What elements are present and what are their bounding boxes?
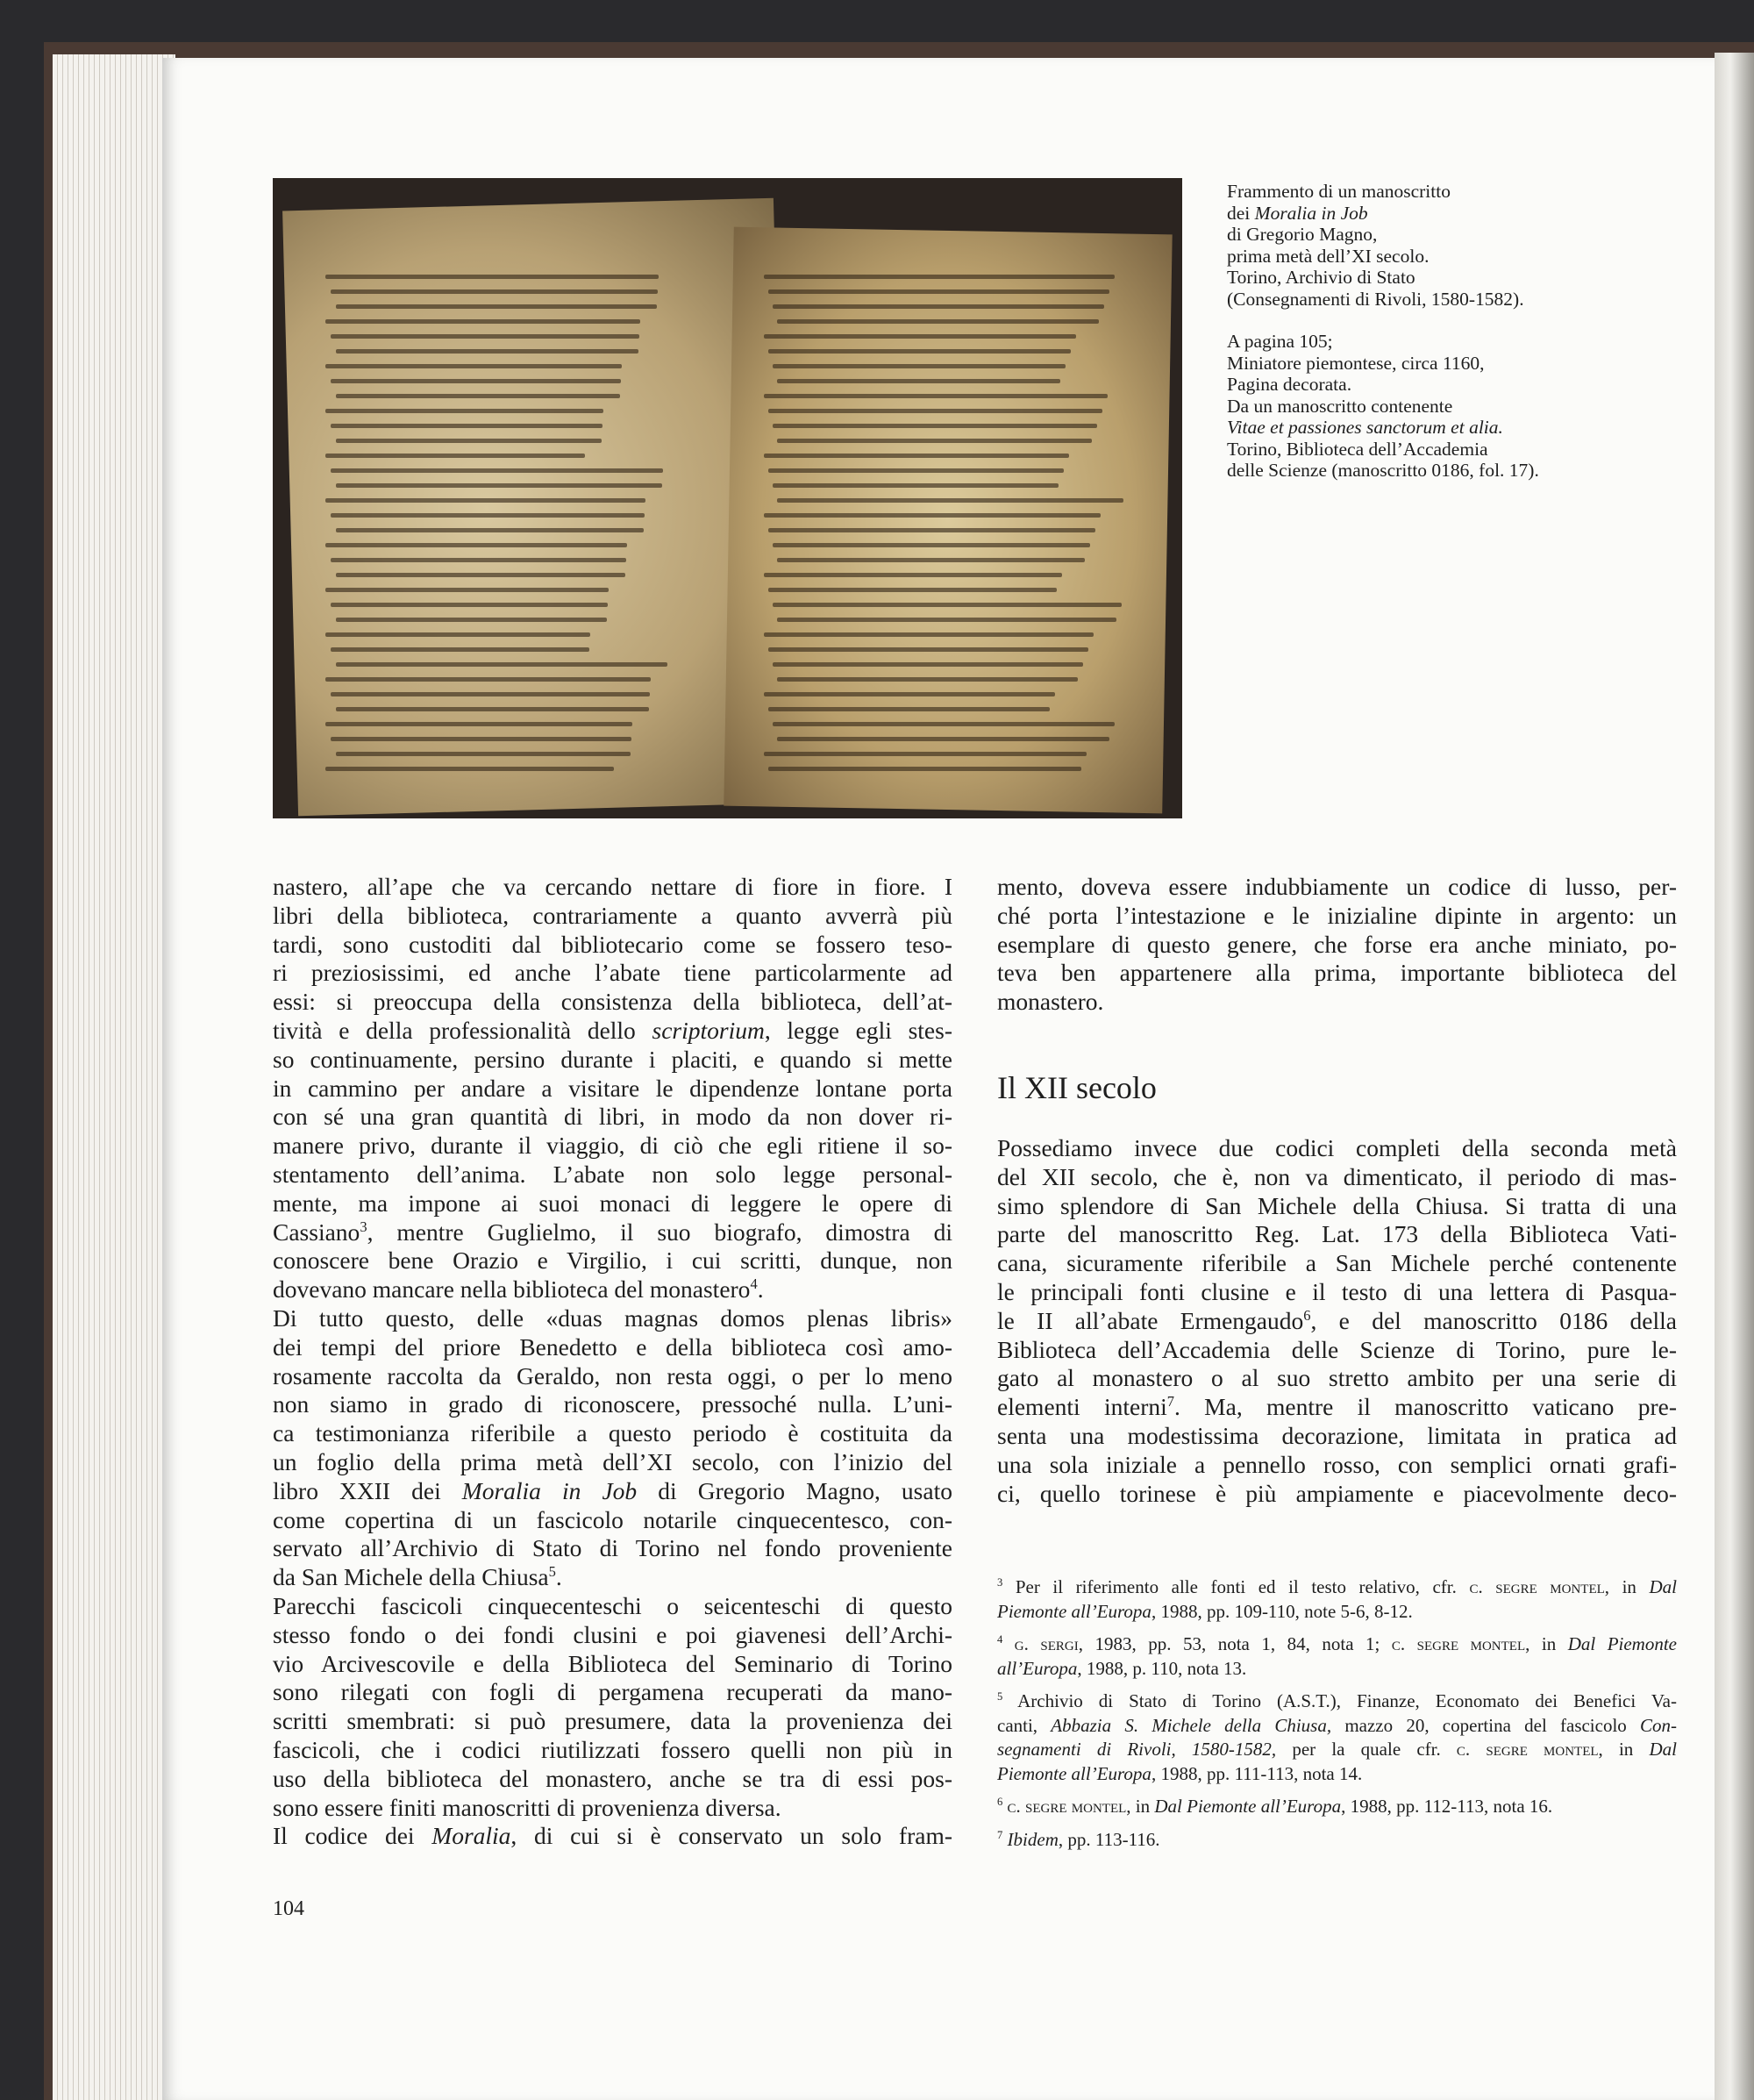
manuscript-script-line: [764, 454, 1069, 458]
manuscript-script-line: [331, 424, 602, 428]
text-line: [997, 988, 1677, 1017]
text-run: Dal Piemonte all’Europa: [1154, 1796, 1342, 1817]
manuscript-script-line: [331, 603, 608, 607]
text-line: [997, 1451, 1677, 1480]
manuscript-script-line: [768, 468, 1064, 473]
text-run: scriptorium: [652, 1016, 765, 1044]
caption-line: [1227, 396, 1630, 418]
text-line: [997, 1163, 1677, 1192]
text-line: [273, 902, 952, 931]
text-run: senta una modestissima decorazione, limitata in pratica ad: [997, 1421, 1677, 1449]
manuscript-script-line: [773, 483, 1059, 488]
manuscript-script-line: [764, 573, 1062, 577]
footnote: [997, 1632, 1677, 1681]
text-line: [273, 1650, 952, 1679]
text-run: ca testimonianza riferibile a questo periodo è costituita da: [273, 1419, 952, 1447]
footnote-ref[interactable]: 5: [997, 1690, 1003, 1703]
text-run: . Ma, mentre il manoscritto vaticano pre-: [1174, 1393, 1677, 1421]
text-run: parte del manoscritto Reg. Lat. 173 della Biblioteca Vati-: [997, 1220, 1677, 1248]
manuscript-script-line: [331, 379, 621, 383]
footnote-ref[interactable]: 3: [360, 1218, 367, 1235]
footnote-ref[interactable]: 7: [1166, 1393, 1174, 1411]
text-line: [273, 1621, 952, 1650]
text-run: , pp. 113-116.: [1058, 1828, 1160, 1850]
section-heading: Il XII secolo: [997, 1070, 1157, 1105]
manuscript-script-line: [768, 528, 1095, 532]
text-line: [273, 1592, 952, 1621]
text-run: Possediamo invece due codici completi della seconda metà: [997, 1134, 1677, 1161]
text-run: elementi interni: [997, 1393, 1167, 1421]
manuscript-script-line: [325, 543, 627, 547]
caption-line: [1227, 289, 1630, 311]
text-run: Con-: [1640, 1714, 1678, 1736]
text-run: Per il riferimento alle fonti ed il testo relativo, cfr.: [1002, 1576, 1470, 1597]
text-line: [273, 1075, 952, 1104]
text-run: una sola iniziale a pennello rosso, con semplici ornati grafi-: [997, 1450, 1677, 1478]
text-line: [997, 873, 1677, 902]
text-line: [273, 1046, 952, 1075]
footnote: [997, 1828, 1677, 1853]
manuscript-script-line: [336, 394, 620, 398]
manuscript-script-line: [336, 528, 644, 532]
right-text-column-top: [997, 873, 1677, 1017]
manuscript-script-line: [768, 647, 1088, 652]
text-run: Il codice dei: [273, 1822, 432, 1850]
manuscript-script-line: [777, 737, 1109, 741]
caption-line: [1227, 439, 1630, 461]
text-run: in cammino per andare a visitare le dipendenze lontane porta: [273, 1074, 952, 1102]
footnote-ref[interactable]: 7: [997, 1828, 1003, 1841]
text-run: Moralia: [431, 1822, 511, 1850]
text-run: Dal Piemonte: [1567, 1633, 1678, 1654]
footnote: [997, 1689, 1677, 1786]
text-run: teva ben appartenere alla prima, importante biblioteca del: [997, 959, 1677, 987]
text-run: Dal: [1649, 1576, 1677, 1597]
text-run: stentamento dell’anima. L’abate non solo legge personal-: [273, 1160, 952, 1188]
text-run: , in: [1604, 1576, 1650, 1597]
text-run: sono rilegati con fogli di pergamena recuperati da mano-: [273, 1678, 952, 1706]
text-line: [273, 1736, 952, 1765]
text-run: , 1988, pp. 112-113, nota 16.: [1341, 1796, 1553, 1817]
text-run: g. sergi: [1014, 1633, 1079, 1654]
text-line: [273, 1103, 952, 1132]
text-line: [997, 1336, 1677, 1365]
manuscript-script-line: [777, 558, 1085, 562]
manuscript-script-line: [325, 364, 622, 368]
manuscript-script-line: [773, 722, 1115, 726]
manuscript-script-line: [777, 618, 1116, 622]
text-line: [273, 1765, 952, 1794]
text-run: stesso fondo o dei fondi clusini e poi giavenesi dell’Archi-: [273, 1620, 952, 1648]
text-run: dei: [1227, 202, 1255, 224]
text-run: , in: [1598, 1739, 1650, 1760]
manuscript-script-line: [764, 334, 1076, 339]
figure-caption: [1227, 181, 1630, 482]
manuscript-script-line: [325, 767, 614, 771]
manuscript-script-line: [768, 289, 1109, 294]
book-gutter: [1715, 53, 1754, 2100]
text-run: .: [757, 1275, 764, 1304]
text-line: [273, 1132, 952, 1161]
text-line: [273, 1161, 952, 1189]
manuscript-script-line: [777, 319, 1099, 324]
text-run: , 1988, pp. 109-110, note 5-6, 8-12.: [1151, 1600, 1413, 1622]
text-run: prima metà dell’XI secolo.: [1227, 245, 1430, 267]
text-run: come copertina di un fascicolo notarile cinquecentesco, con-: [273, 1505, 952, 1533]
text-line: [273, 1477, 952, 1506]
text-run: dei tempi del priore Benedetto e della biblioteca così amo-: [273, 1332, 952, 1361]
manuscript-script-line: [331, 334, 639, 339]
text-run: ri preziosissimi, ed anche l’abate tiene particolarmente ad: [273, 959, 952, 987]
manuscript-script-line: [336, 439, 602, 443]
text-run: esemplare di questo genere, che forse era anche miniato, po-: [997, 930, 1677, 958]
manuscript-script-line: [325, 588, 609, 592]
text-run: mente, ma impone ai suoi monaci di leggere le opere di: [273, 1189, 952, 1217]
manuscript-script-line: [773, 364, 1066, 368]
footnote: [997, 1575, 1677, 1624]
manuscript-script-line: [773, 304, 1104, 309]
text-run: canti,: [997, 1714, 1052, 1736]
text-run: , 1988, p. 110, nota 13.: [1077, 1657, 1247, 1679]
text-run: sono essere finiti manoscritti di provenienza diversa.: [273, 1793, 781, 1821]
text-run: da San Michele della Chiusa: [273, 1563, 549, 1591]
text-run: , e del manoscritto 0186 della: [1310, 1306, 1677, 1334]
caption-line: [1227, 246, 1630, 268]
text-line: [997, 1795, 1677, 1819]
text-run: Moralia in Job: [461, 1476, 638, 1504]
manuscript-script-line: [768, 349, 1071, 354]
manuscript-script-line: [336, 304, 657, 309]
text-run: Frammento di un manoscritto: [1227, 181, 1451, 202]
text-run: manere privo, durante il viaggio, di ciò che egli ritiene il so-: [273, 1132, 952, 1160]
text-run: Torino, Biblioteca dell’Accademia: [1227, 438, 1488, 460]
text-run: Moralia in Job: [1254, 202, 1368, 224]
manuscript-script-line: [325, 632, 590, 637]
text-run: tardi, sono custoditi dal bibliotecario come se fossero teso-: [273, 930, 952, 958]
manuscript-script-line: [331, 558, 626, 562]
text-run: Piemonte all’Europa: [997, 1600, 1152, 1622]
text-run: c. segre montel: [1456, 1739, 1599, 1760]
manuscript-fragment-photo: [273, 178, 1182, 818]
text-run: Dal: [1649, 1739, 1677, 1760]
caption-line: [1227, 374, 1630, 396]
text-run: per la quale cfr.: [1276, 1739, 1457, 1760]
manuscript-script-line: [336, 618, 607, 622]
text-line: [997, 1249, 1677, 1278]
text-run: , 1983, pp. 53, nota 1, 84, nota 1;: [1078, 1633, 1392, 1654]
text-run: Biblioteca dell’Accademia delle Scienze di Torino, pure le-: [997, 1335, 1677, 1363]
text-line: [273, 988, 952, 1017]
text-line: [997, 1422, 1677, 1451]
caption-line: [1227, 224, 1630, 246]
manuscript-script-line: [764, 394, 1108, 398]
text-run: con sé una gran quantità di libri, in modo da non dover ri-: [273, 1103, 952, 1131]
manuscript-script-line: [764, 752, 1087, 756]
text-line: [997, 1575, 1677, 1600]
text-line: [997, 1364, 1677, 1393]
text-run: di Gregorio Magno, usato: [637, 1476, 952, 1504]
text-line: [273, 1534, 952, 1563]
manuscript-script-line: [764, 692, 1055, 696]
manuscript-script-line: [336, 707, 649, 711]
text-run: monastero.: [997, 988, 1104, 1016]
text-line: [273, 1304, 952, 1333]
manuscript-script-line: [764, 513, 1101, 518]
manuscript-script-line: [331, 513, 645, 518]
text-line: [273, 959, 952, 988]
text-line: [997, 1657, 1677, 1682]
text-run: A pagina 105;: [1227, 331, 1333, 352]
text-run: Parecchi fascicoli cinquecenteschi o seicenteschi di questo: [273, 1591, 952, 1619]
manuscript-script-line: [325, 275, 659, 279]
manuscript-script-line: [325, 677, 651, 682]
manuscript-script-line: [336, 483, 662, 488]
text-line: [997, 931, 1677, 960]
caption-line: [1227, 203, 1630, 225]
text-line: [997, 1714, 1677, 1739]
text-line: [997, 959, 1677, 988]
manuscript-script-line: [777, 498, 1123, 503]
manuscript-script-line: [773, 543, 1090, 547]
text-run: delle Scienze (manoscritto 0186, fol. 17).: [1227, 460, 1539, 481]
manuscript-script-line: [777, 379, 1060, 383]
text-line: [273, 1246, 952, 1275]
page-number: 104: [273, 1897, 304, 1920]
text-run: mento, doveva essere indubbiamente un codice di lusso, per-: [997, 873, 1677, 900]
manuscript-script-line: [768, 409, 1102, 413]
caption-line: [1227, 460, 1630, 482]
text-line: [997, 1278, 1677, 1307]
text-run: le II all’abate Ermengaudo: [997, 1306, 1304, 1334]
manuscript-script-line: [331, 468, 663, 473]
text-run: scritti smembrati: si può presumere, data la provenienza dei: [273, 1707, 952, 1735]
footnote-ref[interactable]: 5: [548, 1562, 556, 1580]
text-line: [997, 1738, 1677, 1762]
text-run: Pagina decorata.: [1227, 374, 1352, 395]
text-run: le principali fonti clusine e il testo di una lettera di Pasqua-: [997, 1277, 1677, 1305]
text-line: [273, 1678, 952, 1707]
text-run: c. segre montel: [1469, 1576, 1605, 1597]
manuscript-script-line: [773, 424, 1097, 428]
text-run: , mentre Guglielmo, il suo biografo, dimostra di: [367, 1218, 952, 1246]
manuscript-script-line: [777, 439, 1092, 443]
text-run: (Consegnamenti di Rivoli, 1580-1582).: [1227, 288, 1524, 310]
text-line: [997, 1762, 1677, 1787]
text-line: [997, 1600, 1677, 1625]
text-line: [273, 1419, 952, 1448]
manuscript-script-line: [325, 319, 640, 324]
text-line: [997, 1220, 1677, 1249]
text-line: [273, 1822, 952, 1851]
text-run: ci, quello torinese è più ampiamente e piacevolmente deco-: [997, 1479, 1677, 1507]
text-run: del XII secolo, che è, non va dimenticato, il periodo di mas-: [997, 1162, 1677, 1190]
text-run: essi: si preoccupa della consistenza della biblioteca, dell’at-: [273, 988, 952, 1016]
page-edges: [53, 54, 175, 2100]
footnote: [997, 1795, 1677, 1819]
text-run: Vitae et passiones sanctorum et alia.: [1227, 417, 1503, 438]
text-line: [273, 1362, 952, 1391]
text-line: [273, 1794, 952, 1823]
manuscript-script-line: [764, 275, 1115, 279]
manuscript-script-line: [331, 737, 631, 741]
caption-line: [1227, 331, 1630, 353]
manuscript-script-line: [325, 454, 585, 458]
manuscript-script-line: [331, 692, 650, 696]
footnote-ref[interactable]: 6: [997, 1796, 1003, 1808]
text-run: segnamenti di Rivoli, 1580-1582,: [997, 1739, 1277, 1760]
caption-page-105: [1227, 331, 1630, 482]
manuscript-script-line: [325, 498, 645, 503]
text-line: [997, 1632, 1677, 1657]
text-line: [997, 1134, 1677, 1163]
footnote-ref[interactable]: 4: [750, 1275, 758, 1292]
text-run: ché porta l’intestazione e le inizialine dipinte in argento: un: [997, 901, 1677, 929]
footnote-ref[interactable]: 3: [997, 1576, 1003, 1589]
manuscript-script-line: [768, 588, 1057, 592]
text-run: fascicoli, che i codici riutilizzati fossero quelli non più in: [273, 1735, 952, 1763]
text-run: Abbazia S. Michele della Chiusa,: [1051, 1714, 1332, 1736]
manuscript-script-line: [325, 722, 632, 726]
text-run: Archivio di Stato di Torino (A.S.T.), Finanze, Economato dei Benefici Va-: [1002, 1690, 1677, 1711]
text-run: simo splendore di San Michele della Chiusa. Si tratta di una: [997, 1191, 1677, 1219]
text-run: libro XXII dei: [273, 1476, 462, 1504]
text-run: , 1988, pp. 111-113, nota 14.: [1151, 1762, 1363, 1784]
text-run: tività e della professionalità dello: [273, 1016, 652, 1044]
manuscript-script-line: [336, 573, 625, 577]
text-line: [997, 1307, 1677, 1336]
manuscript-script-line: [777, 677, 1078, 682]
manuscript-script-line: [773, 603, 1122, 607]
manuscript-script-line: [336, 349, 638, 354]
text-line: [273, 1189, 952, 1218]
text-run: Di tutto questo, delle «duas magnas domos plenas libris»: [273, 1304, 952, 1332]
text-run: , di cui si è conservato un solo fram-: [510, 1822, 952, 1850]
caption-line: [1227, 417, 1630, 439]
caption-photo: [1227, 181, 1630, 310]
text-line: [273, 1390, 952, 1419]
text-run: vio Arcivescovile e della Biblioteca del Seminario di Torino: [273, 1649, 952, 1677]
text-line: [997, 1192, 1677, 1221]
text-run: libri della biblioteca, contrariamente a quanto avverrà più: [273, 901, 952, 929]
text-run: Torino, Archivio di Stato: [1227, 267, 1415, 288]
text-run: nastero, all’ape che va cercando nettare di fiore in fiore. I: [273, 873, 952, 900]
text-run: cana, sicuramente riferibile a San Michele perché contenente: [997, 1249, 1677, 1277]
text-run: Ibidem: [1007, 1828, 1059, 1850]
text-run: un foglio della prima metà dell’XI secolo, con l’inizio del: [273, 1447, 952, 1475]
footnote-ref[interactable]: 4: [997, 1633, 1003, 1646]
text-run: so continuamente, persino durante i placiti, e quando si mette: [273, 1045, 952, 1073]
text-line: [273, 1563, 952, 1592]
text-run: , in: [1126, 1796, 1155, 1817]
manuscript-script-line: [336, 662, 667, 667]
text-line: [997, 1393, 1677, 1422]
text-line: [273, 1218, 952, 1247]
manuscript-script-line: [325, 409, 603, 413]
text-run: conoscere bene Orazio e Virgilio, i cui scritti, dunque, non: [273, 1246, 952, 1275]
manuscript-script-line: [331, 647, 589, 652]
text-line: [273, 1275, 952, 1304]
text-run: all’Europa: [997, 1657, 1078, 1679]
text-line: [997, 1480, 1677, 1509]
manuscript-script-line: [768, 707, 1050, 711]
text-line: [997, 902, 1677, 931]
text-run: .: [555, 1563, 562, 1591]
text-run: non siamo in grado di riconoscere, pressoché nulla. L’uni-: [273, 1390, 952, 1418]
text-run: mazzo 20, copertina del fascicolo: [1331, 1714, 1641, 1736]
manuscript-script-line: [773, 662, 1083, 667]
manuscript-script-line: [764, 632, 1094, 637]
text-line: [997, 1689, 1677, 1714]
text-run: servato all’Archivio di Stato di Torino nel fondo proveniente: [273, 1534, 952, 1562]
manuscript-script-line: [331, 289, 658, 294]
text-run: c. segre montel: [1391, 1633, 1526, 1654]
text-run: Da un manoscritto contenente: [1227, 395, 1453, 417]
text-line: [273, 1506, 952, 1535]
footnotes: [997, 1575, 1677, 1861]
text-run: Piemonte all’Europa: [997, 1762, 1152, 1784]
caption-line: [1227, 267, 1630, 289]
text-line: [273, 1017, 952, 1046]
footnote-ref[interactable]: 6: [1303, 1306, 1311, 1324]
left-text-column: [273, 873, 952, 1851]
text-run: rosamente raccolta da Geraldo, non resta oggi, o per lo meno: [273, 1361, 952, 1389]
text-line: [273, 1333, 952, 1362]
caption-line: [1227, 181, 1630, 203]
text-run: [1002, 1633, 1015, 1654]
text-line: [273, 931, 952, 960]
text-line: [273, 1448, 952, 1477]
text-run: di Gregorio Magno,: [1227, 224, 1378, 245]
text-run: dovevano mancare nella biblioteca del monastero: [273, 1275, 751, 1304]
text-run: gato al monastero o al suo stretto ambito per una serie di: [997, 1364, 1677, 1392]
text-run: , legge egli stes-: [764, 1016, 952, 1044]
text-line: [997, 1828, 1677, 1853]
text-line: [273, 1707, 952, 1736]
caption-line: [1227, 353, 1630, 375]
text-run: c. segre montel: [1007, 1796, 1127, 1817]
manuscript-script-line: [768, 767, 1081, 771]
text-run: Miniatore piemontese, circa 1160,: [1227, 352, 1485, 374]
text-run: , in: [1525, 1633, 1568, 1654]
text-line: [273, 873, 952, 902]
text-run: uso della biblioteca del monastero, anche se tra di essi pos-: [273, 1764, 952, 1792]
manuscript-script-line: [336, 752, 631, 756]
text-run: Cassiano: [273, 1218, 360, 1246]
right-text-column-bottom: [997, 1134, 1677, 1508]
